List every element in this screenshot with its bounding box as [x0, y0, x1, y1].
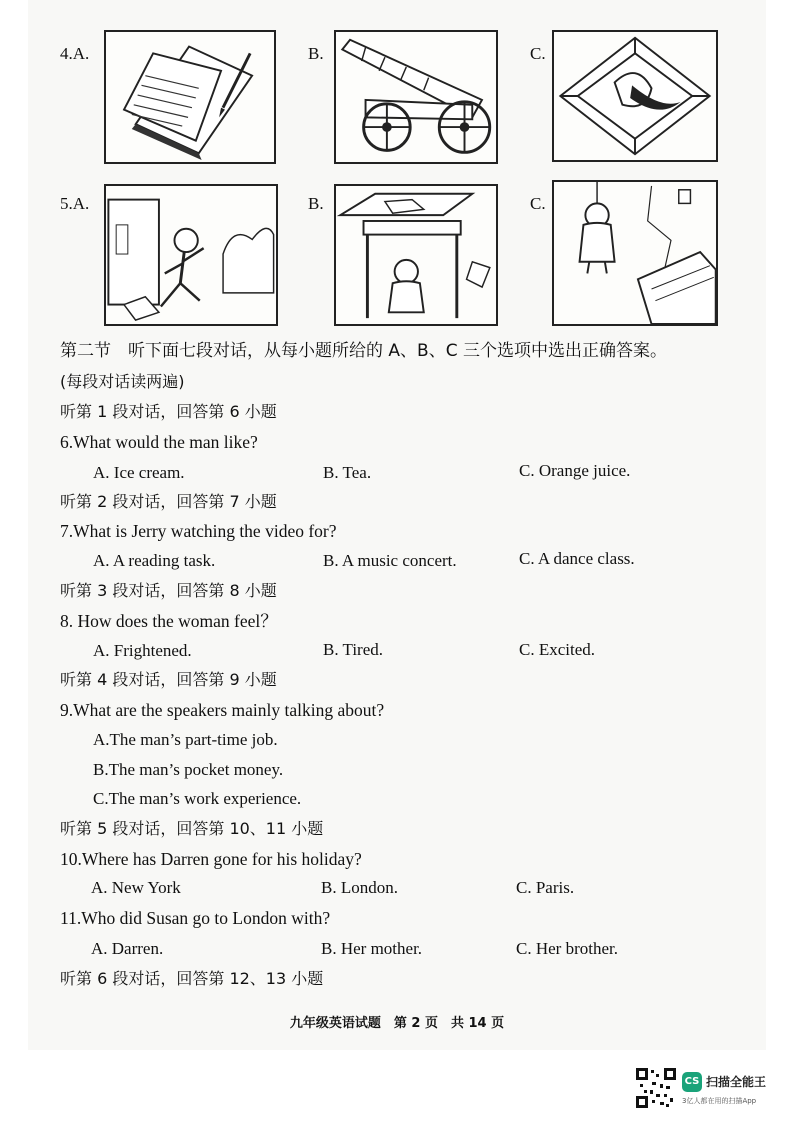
option-b: B. Tea.: [323, 463, 372, 482]
option-b: B. Tired.: [323, 640, 383, 659]
dialog-intro: 听第 2 段对话，回答第 7 小题: [60, 492, 277, 511]
section-title: 第二节 听下面七段对话，从每小题所给的 A、B、C 三个选项中选出正确答案。: [60, 341, 667, 361]
q5-label-c: C.: [530, 194, 546, 213]
option-c: C.The man’s work experience.: [93, 789, 302, 808]
page-footer: 九年级英语试题 第 2 页 共 14 页: [289, 1016, 505, 1031]
q5-label-b: B.: [308, 194, 324, 213]
question-6: 6.What would the man like?: [60, 432, 258, 452]
dialog-intro: 听第 4 段对话，回答第 9 小题: [60, 670, 277, 689]
option-b: B. London.: [321, 878, 398, 897]
dialog-intro: 听第 5 段对话，回答第 10、11 小题: [60, 819, 324, 838]
qr-code: [636, 1068, 676, 1108]
option-a: A. Ice cream.: [93, 463, 185, 482]
camscanner-logo: CS: [682, 1072, 702, 1092]
dialog-intro: 听第 1 段对话，回答第 6 小题: [60, 402, 277, 421]
option-c: C. Her brother.: [516, 939, 618, 958]
q4-label-a: 4.A.: [60, 44, 90, 63]
option-c: C. Excited.: [519, 640, 596, 659]
q5-picture-b-under-desk: [334, 184, 498, 326]
q4-label-c: C.: [530, 44, 546, 63]
option-a: A. Darren.: [91, 939, 164, 958]
option-a: A. New York: [91, 878, 181, 897]
question-8: 8. How does the woman feel？: [60, 611, 278, 631]
option-c: C. Orange juice.: [519, 461, 631, 480]
q4-picture-c-kite: [552, 30, 718, 162]
brand-tagline: 3亿人都在用的扫描App: [682, 1097, 757, 1105]
q5-picture-a-running: [104, 184, 278, 326]
scanner-watermark: [636, 1068, 786, 1114]
dialog-intro: 听第 6 段对话，回答第 12、13 小题: [60, 969, 324, 988]
option-b: B. A music concert.: [323, 551, 457, 570]
question-11: 11.Who did Susan go to London with?: [60, 908, 331, 928]
q4-picture-b-cannon: [334, 30, 498, 164]
q5-picture-c-crouching: [552, 180, 718, 326]
option-a: A.The man’s part-time job.: [93, 730, 278, 749]
option-b: B.The man’s pocket money.: [93, 760, 284, 779]
option-b: B. Her mother.: [321, 939, 423, 958]
q4-label-b: B.: [308, 44, 324, 63]
option-c: C. Paris.: [516, 878, 575, 897]
question-7: 7.What is Jerry watching the video for?: [60, 521, 337, 541]
option-a: A. A reading task.: [93, 551, 216, 570]
brand-name: 扫描全能王: [706, 1075, 767, 1089]
section-note: (每段对话读两遍): [60, 372, 185, 391]
q5-label-a: 5.A.: [60, 194, 90, 213]
option-c: C. A dance class.: [519, 549, 635, 568]
option-a: A. Frightened.: [93, 641, 192, 660]
dialog-intro: 听第 3 段对话，回答第 8 小题: [60, 581, 277, 600]
q4-picture-a-letter: [104, 30, 276, 164]
question-9: 9.What are the speakers mainly talking about?: [60, 700, 385, 720]
question-10: 10.Where has Darren gone for his holiday?: [60, 849, 362, 869]
